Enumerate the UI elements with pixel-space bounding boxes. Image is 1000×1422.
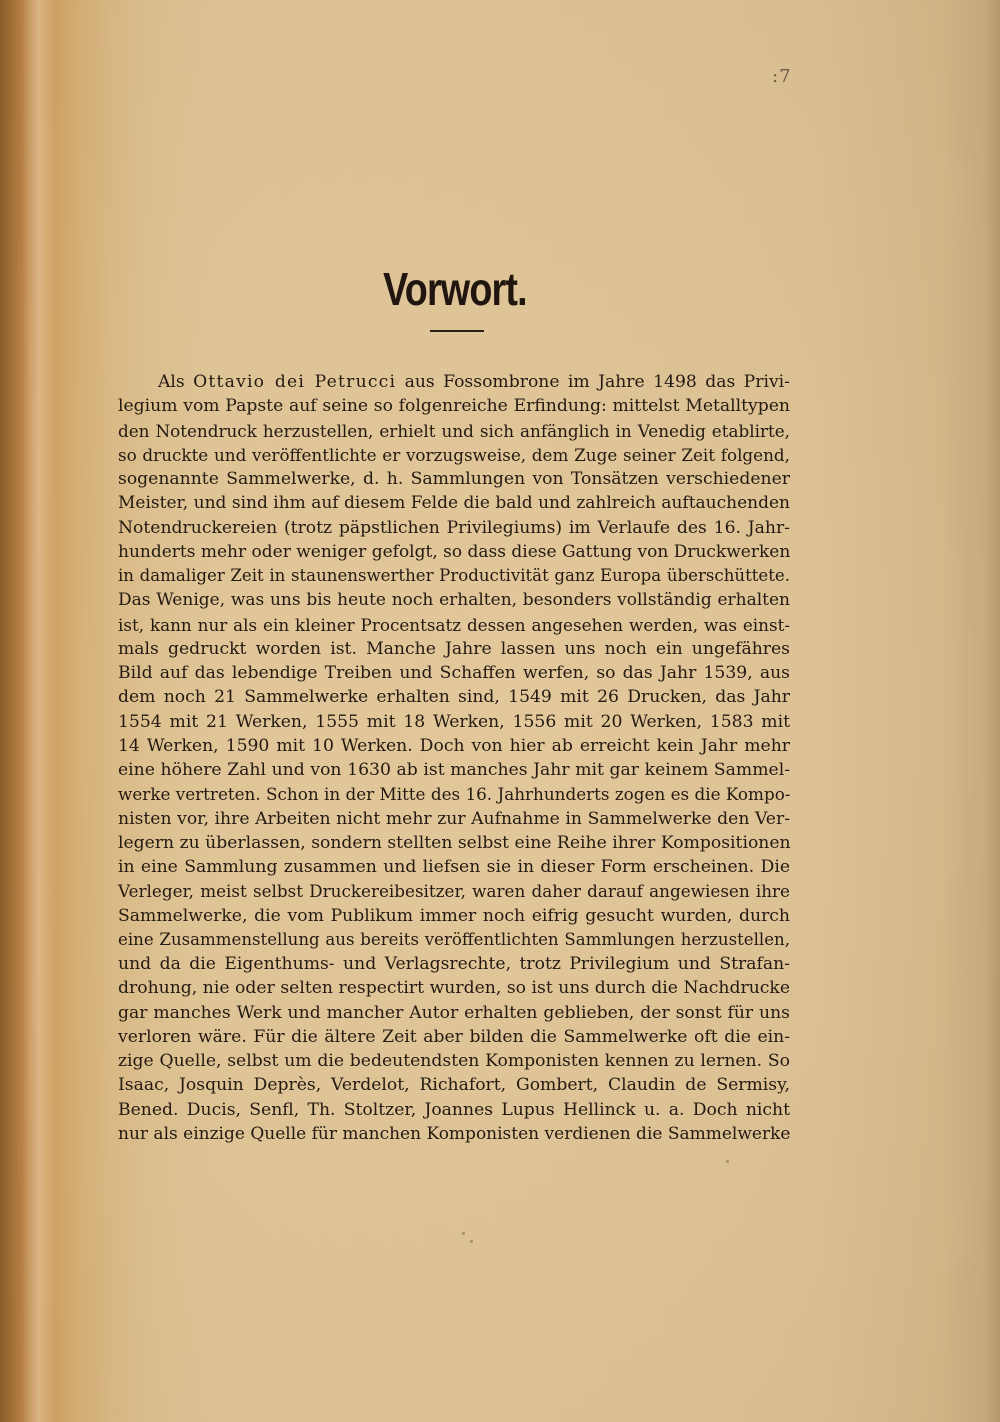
- title-divider: [430, 330, 484, 332]
- text-line: Notendruckereien (trotz päpstlichen Privilegiums) im Verlaufe des 16. Jahr-: [118, 517, 790, 538]
- text-line: und da die Eigenthums- und Verlagsrechte, trotz Privilegium und Strafan-: [118, 954, 790, 974]
- text-line: Verleger, meist selbst Druckereibesitzer, waren daher darauf angewiesen ihre: [118, 881, 790, 902]
- text-line: sogenannte Sammelwerke, d. h. Sammlungen von Tonsätzen verschiedener: [118, 469, 790, 489]
- text-line: drohung, nie oder selten respectirt wurden, so ist uns durch die Nachdrucke: [118, 978, 790, 999]
- text-line: nur als einzige Quelle für manchen Komponisten verdienen die Sammelwerke: [118, 1123, 791, 1144]
- text-line: in eine Sammlung zusammen und liefsen sie in dieser Form erscheinen. Die: [118, 857, 790, 877]
- text-line: gar manches Werk und mancher Autor erhalten geblieben, der sonst für uns: [118, 1002, 790, 1023]
- text-line: Isaac, Josquin Deprès, Verdelot, Richafort, Gombert, Claudin de Sermisy,: [118, 1075, 790, 1096]
- text-line: Sammelwerke, die vom Publikum immer noch eifrig gesucht wurden, durch: [118, 905, 790, 926]
- line-prefix: Als: [158, 372, 194, 392]
- name-spaced: Ottavio dei Petrucci: [193, 372, 397, 392]
- preface-paragraph: [118, 370, 790, 1146]
- paper-speck: [726, 1160, 729, 1163]
- text-line: legium vom Papste auf seine so folgenreiche Erfindung: mittelst Metalltypen: [118, 396, 790, 417]
- paper-speck: [462, 1232, 465, 1235]
- text-line: Bened. Ducis, Senfl, Th. Stoltzer, Joannes Lupus Hellinck u. a. Doch nicht: [118, 1099, 790, 1120]
- line-suffix: aus Fossombrone im Jahre 1498 das Privi-: [396, 372, 790, 392]
- text-line: 14 Werken, 1590 mit 10 Werken. Doch von hier ab erreicht kein Jahr mehr: [118, 735, 790, 756]
- text-line: ist, kann nur als ein kleiner Procentsatz dessen angesehen werden, was einst-: [118, 614, 790, 635]
- page-title: Vorwort.: [383, 263, 527, 315]
- binding-edge: [22, 0, 56, 1422]
- text-line: eine höhere Zahl und von 1630 ab ist manches Jahr mit gar keinem Sammel-: [118, 760, 790, 780]
- text-line: den Notendruck herzustellen, erhielt und sich anfänglich in Venedig etablirte,: [118, 420, 790, 441]
- text-line: Meister, und sind ihm auf diesem Felde die bald und zahlreich auftauchenden: [118, 493, 790, 514]
- text-line: verloren wäre. Für die ältere Zeit aber bilden die Sammelwerke oft die ein-: [118, 1026, 790, 1047]
- text-line: hunderts mehr oder weniger gefolgt, so dass diese Gattung von Druckwerken: [118, 541, 791, 562]
- text-line: Bild auf das lebendige Treiben und Schaffen werfen, so das Jahr 1539, aus: [118, 663, 790, 683]
- text-line: Das Wenige, was uns bis heute noch erhalten, besonders vollständig erhalten: [118, 590, 790, 611]
- text-line: nisten vor, ihre Arbeiten nicht mehr zur Aufnahme in Sammelwerke den Ver-: [118, 808, 790, 829]
- text-line: [118, 370, 790, 394]
- page-number: :7: [772, 66, 792, 87]
- text-line: legern zu überlassen, sondern stellten selbst eine Reihe ihrer Kompositionen: [118, 832, 791, 853]
- text-line: eine Zusammenstellung aus bereits veröffentlichten Sammlungen herzustellen,: [118, 929, 790, 949]
- text-line: werke vertreten. Schon in der Mitte des 16. Jahrhunderts zogen es die Kompo-: [118, 784, 791, 805]
- text-line: so druckte und veröffentlichte er vorzugsweise, dem Zuge seiner Zeit folgend,: [118, 444, 790, 465]
- text-line: dem noch 21 Sammelwerke erhalten sind, 1549 mit 26 Drucken, das Jahr: [118, 687, 790, 708]
- text-line: 1554 mit 21 Werken, 1555 mit 18 Werken, 1556 mit 20 Werken, 1583 mit: [118, 711, 790, 732]
- text-line: zige Quelle, selbst um die bedeutendsten Komponisten kennen zu lernen. So: [118, 1051, 790, 1071]
- text-line: mals gedruckt worden ist. Manche Jahre lassen uns noch ein ungefähres: [118, 638, 790, 659]
- paper-speck: [470, 1240, 473, 1243]
- text-line: in damaliger Zeit in staunenswerther Productivität ganz Europa überschüttete.: [118, 566, 790, 585]
